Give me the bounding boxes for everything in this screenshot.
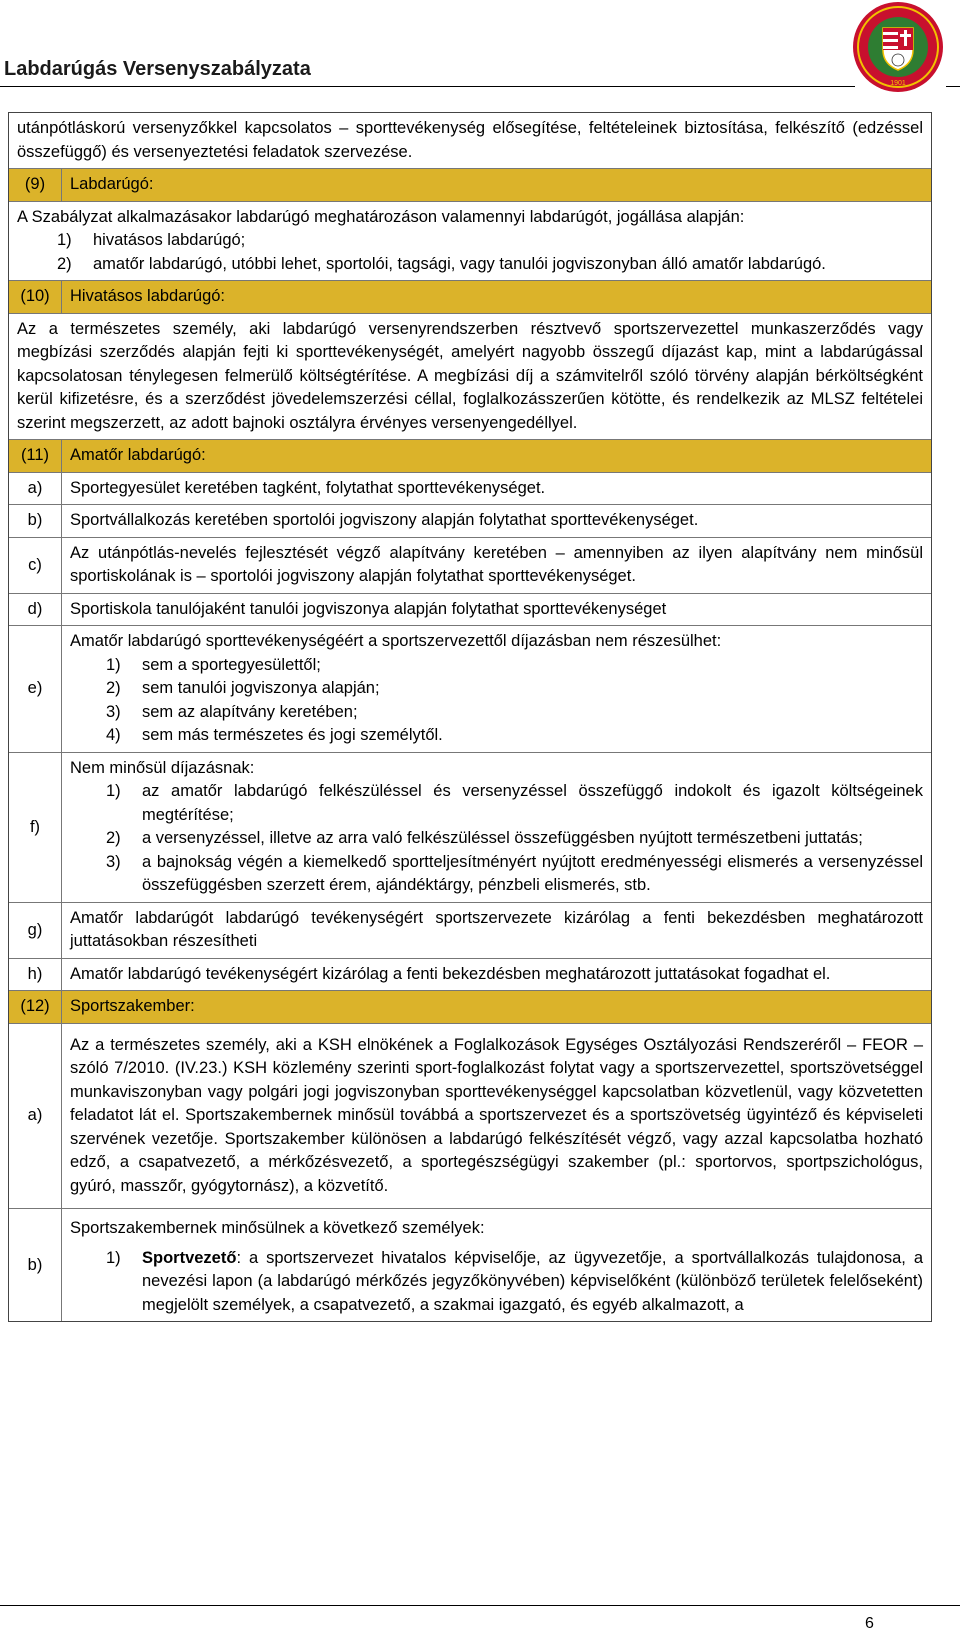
page-number: 6	[865, 1615, 874, 1632]
item-text: Sportvállalkozás keretében sportolói jogviszony alapján folytathat sporttevékenységet.	[70, 511, 699, 529]
section-12-header	[9, 991, 931, 1024]
item-letter: b)	[9, 1209, 62, 1321]
item-text: : a sportszervezet hivatalos képviselője, az ügyvezetője, a sportvállalkozás tulajdonosa, a nevezési lapon (a labdarúgó mérkőzés jegyzőkönyvében) képviselőként (különböző területek felelőseként) megjelölt személyek, a csapatvezető, a szakmai igazgató, és egyéb alkalmazott, a	[142, 1248, 923, 1314]
section-12-b	[9, 1209, 931, 1321]
item-text: Amatőr labdarúgó tevékenységért kizárólag a fenti bekezdésben meghatározott juttatásokat fogadhat el.	[70, 964, 831, 983]
list-item: 1) sem a sportegyesülettől;	[106, 655, 321, 674]
section-title: Hivatásos labdarúgó:	[70, 287, 226, 305]
intro-text: utánpótláskorú versenyzőkkel kapcsolatos – sporttevékenység elősegítése, feltételeinek biztosítása, felkészítő (edzéssel összefüggő) és versenyeztetési feladatok szervezése.	[17, 119, 923, 161]
section-11-b	[9, 505, 931, 538]
item-text: Nem minősül díjazásnak:	[70, 758, 255, 777]
item-letter: a)	[9, 1024, 62, 1209]
list-item: 3) sem az alapítvány keretében;	[106, 702, 358, 721]
item-letter: g)	[9, 903, 62, 958]
item-content	[62, 626, 931, 752]
page-header	[0, 0, 960, 90]
intro-row	[9, 113, 931, 169]
list-item: 2) amatőr labdarúgó, utóbbi lehet, sportolói, tagsági, vagy tanulói jogviszonyban álló amatőr labdarúgó.	[57, 254, 826, 273]
section-9-header	[9, 169, 931, 202]
list-item: 1) az amatőr labdarúgó felkészüléssel és versenyzéssel összefüggő indokolt és igazolt költségeinek megtérítése;	[106, 782, 923, 824]
item-letter: e)	[9, 626, 62, 752]
section-11-g	[9, 903, 931, 959]
item-content	[62, 753, 931, 902]
section-11-a	[9, 473, 931, 506]
regulation-table	[8, 112, 932, 1322]
section-9-body	[9, 202, 931, 282]
section-9-text: A Szabályzat alkalmazásakor labdarúgó meghatározáson valamennyi labdarúgót, jogállása alapján:	[17, 207, 745, 226]
section-title: Amatőr labdarúgó:	[70, 446, 206, 464]
section-number: (10)	[9, 281, 62, 313]
item-text: Sportiskola tanulójaként tanulói jogviszonya alapján folytathat sporttevékenységet	[70, 599, 667, 618]
item-letter: h)	[9, 959, 62, 991]
item-letter: c)	[9, 538, 62, 593]
section-title: Labdarúgó:	[70, 175, 154, 193]
section-11-header	[9, 440, 931, 473]
section-title: Sportszakember:	[70, 997, 195, 1015]
section-10-text: Az a természetes személy, aki labdarúgó versenyrendszerben résztvevő sportszervezettel munkaszerződés vagy megbízási szerződés alapján fejti ki sporttevékenységét, amelyért nagyobb összegű díjazást kap, mint a labdarúgással kapcsolatosan ténylegesen felmerülő költségtérítése. A megbízási díj a számvitelről szóló törvény alapján bérköltségként kerül kifizetésre, és a szerződést jövedelemszerzési céllal, foglalkozásszerűen kötötte, és rendelkezik az MLSZ feltételei szerint megszerzett, az adott bajnoki osztályra érvényes versenyengedéllyel.	[17, 319, 923, 432]
item-letter: b)	[9, 505, 62, 537]
document-title: Labdarúgás Versenyszabályzata	[4, 58, 311, 80]
sportvezeto-term: Sportvezető	[142, 1248, 237, 1267]
item-text: Sportegyesület keretében tagként, folytathat sporttevékenységet.	[70, 478, 546, 497]
section-11-d	[9, 594, 931, 627]
sub-list	[70, 654, 923, 748]
item-letter: f)	[9, 753, 62, 902]
item-text: Amatőr labdarúgó sporttevékenységéért a sportszervezettől díjazásban nem részesülhet:	[70, 632, 722, 650]
header-rule-right	[946, 86, 960, 87]
section-number: (11)	[9, 440, 62, 472]
item-text: Sportszakembernek minősülnek a következő személyek:	[70, 1219, 485, 1237]
list-item: 2) sem tanulói jogviszonya alapján;	[106, 679, 380, 697]
footer-rule	[0, 1605, 960, 1606]
list-item: 3) a bajnokság végén a kiemelkedő sportteljesítményért nyújtott eredményességi elismerés a versenyzéssel összefüggésben szerzett érem, ajándéktárgy, pénzbeli elismerés, stb.	[106, 852, 923, 894]
item-letter: d)	[9, 594, 62, 626]
section-11-c	[9, 538, 931, 594]
item-text: Az utánpótlás-nevelés fejlesztését végző alapítvány keretében – amennyiben az ilyen alapítvány nem minősül sportiskolának is – sportolói jogviszony alapján folytathat sporttevékenységet.	[70, 543, 923, 585]
item-letter: a)	[9, 473, 62, 505]
header-rule	[0, 86, 855, 87]
list-item: 4) sem más természetes és jogi személytől.	[106, 726, 443, 744]
list-item: 1) Sportvezető: a sportszervezet hivatalos képviselője, az ügyvezetője, a sportvállalkozás tulajdonosa, a nevezési lapon (a labdarúgó mérkőzés jegyzőkönyvében) képviselőként (különböző területek felelőseként) megjelölt személyek, a csapatvezető, a szakmai igazgató, és egyéb alkalmazott, a	[106, 1248, 923, 1314]
section-number: (9)	[9, 169, 62, 201]
section-11-e	[9, 626, 931, 753]
section-11-f	[9, 753, 931, 903]
section-9-list	[17, 229, 923, 276]
sub-list	[70, 780, 923, 898]
section-12-a	[9, 1024, 931, 1210]
list-item: 1) hivatásos labdarúgó;	[57, 231, 246, 249]
svg-text:1901: 1901	[890, 80, 906, 87]
item-content	[62, 1209, 931, 1321]
list-item: 2) a versenyzéssel, illetve az arra való felkészüléssel összefüggésben nyújtott természetbeni juttatás;	[106, 829, 863, 847]
section-10-body	[9, 314, 931, 441]
item-text: Az a természetes személy, aki a KSH elnökének a Foglalkozások Egységes Osztályozási Rendszeréről – FEOR – szóló 7/2010. (IV.23.) KSH közlemény szerinti sport-foglalkozást folytat vagy a sportszervezettel, sportszövetséggel munkaviszonyban vagy polgári jogi jogviszonyban sporttevékenységgel kapcsolatban közvetlenül, vagy közvetetten feladatot lát el. Sportszakembernek minősül továbbá a sportszervezet és a sportszövetség ügyintéző és képviseleti szervének vezetője. Sportszakember különösen a labdarúgó felkészítését végző, vagy azzal kapcsolatba hozható edző, a csapatvezető, a mérkőzésvezető, a sportegészségügyi szakember (pl.: sportorvos, sportpszichológus, gyúró, masszőr, gyógytornász), a közvetítő.	[70, 1035, 923, 1195]
section-11-h	[9, 959, 931, 992]
section-number: (12)	[9, 991, 62, 1023]
mlsz-logo-icon	[851, 0, 945, 94]
section-9-content	[9, 202, 931, 281]
sub-list	[70, 1247, 923, 1318]
item-text: Amatőr labdarúgót labdarúgó tevékenységért sportszervezete kizárólag a fenti bekezdésben meghatározott juttatásokban részesítheti	[70, 908, 923, 950]
section-10-header	[9, 281, 931, 314]
